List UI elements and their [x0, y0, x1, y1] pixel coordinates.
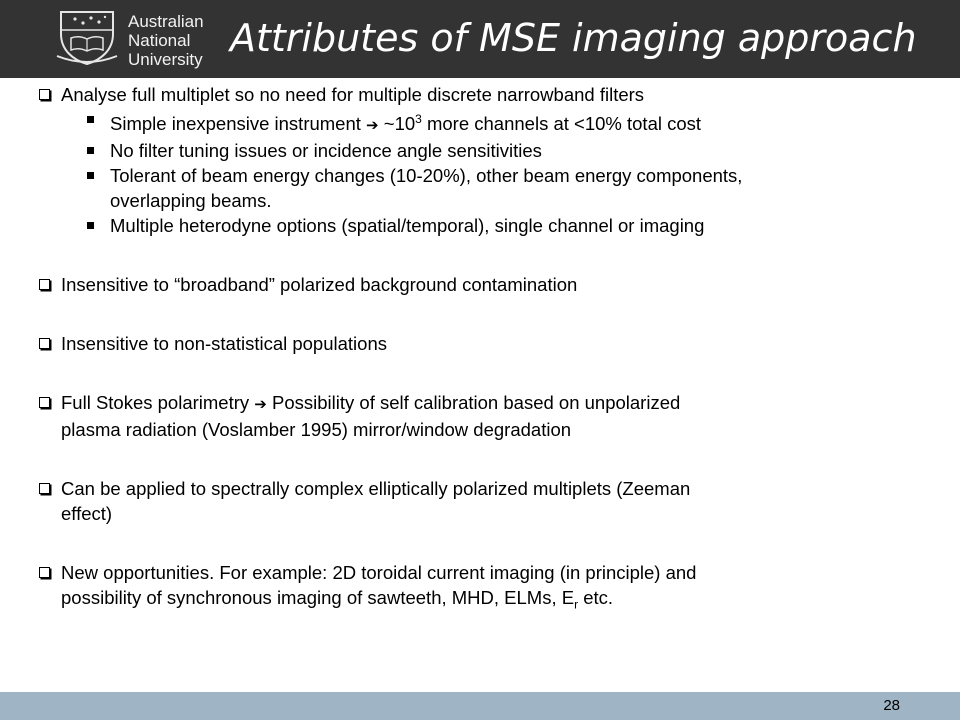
university-logo [55, 8, 215, 70]
bullet-3-text: Insensitive to non-statistical populations [61, 333, 387, 355]
sub-bullet-4-text: Multiple heterodyne options (spatial/temporal), single channel or imaging [110, 215, 705, 237]
bullet-2-text: Insensitive to “broadband” polarized background contamination [61, 274, 578, 296]
right-arrow-icon: ➔ [366, 116, 379, 135]
checkbox-bullet-icon [39, 89, 50, 100]
bullet-5 [0, 476, 960, 526]
bullet-6-line-1: New opportunities. For example: 2D toroidal current imaging (in principle) and [61, 562, 697, 584]
logo-line-1: Australian [128, 12, 204, 31]
university-name [128, 12, 204, 69]
sub-bullet-3-line-1: Tolerant of beam energy changes (10-20%), other beam energy components, [110, 165, 743, 187]
sub-bullet-1-exponent: 3 [415, 112, 422, 126]
bullet-1 [0, 82, 960, 107]
bullet-2 [0, 272, 960, 297]
sub-bullet-3-line-2: overlapping beams. [110, 190, 272, 212]
bullet-3 [0, 331, 960, 356]
bullet-4-line-1 [61, 390, 960, 417]
bullet-6 [0, 560, 960, 618]
page-number: 28 [883, 697, 900, 714]
slide-title: Attributes of MSE imaging approach [230, 16, 917, 60]
sub-bullet-4 [0, 213, 960, 238]
bullet-4 [0, 390, 960, 442]
checkbox-bullet-icon [39, 567, 50, 578]
square-bullet-icon [87, 222, 94, 229]
slide-body [0, 82, 960, 618]
sub-bullet-1-rest: more channels at <10% total cost [421, 113, 702, 135]
sub-bullet-1-text: Simple inexpensive instrument [110, 113, 361, 135]
sub-bullet-3 [0, 163, 960, 213]
checkbox-bullet-icon [39, 397, 50, 408]
square-bullet-icon [87, 172, 94, 179]
bullet-5-line-2: effect) [61, 503, 113, 525]
square-bullet-icon [87, 147, 94, 154]
bullet-6-subscript: r [574, 597, 579, 612]
logo-line-2: National [128, 31, 191, 50]
bullet-5-line-1: Can be applied to spectrally complex elliptically polarized multiplets (Zeeman [61, 478, 691, 500]
bullet-6-rest: etc. [578, 587, 614, 609]
crest-icon [55, 8, 119, 66]
bullet-4-rest: Possibility of self calibration based on unpolarized [266, 392, 681, 414]
right-arrow-icon: ➔ [254, 395, 267, 414]
sub-bullet-2-text: No filter tuning issues or incidence angle sensitivities [110, 140, 542, 162]
sub-bullet-1 [0, 107, 960, 138]
bullet-6-line-2 [61, 585, 960, 618]
footer-bar [0, 692, 960, 720]
sub-bullet-2 [0, 138, 960, 163]
checkbox-bullet-icon [39, 483, 50, 494]
bullet-4-line-2: plasma radiation (Voslamber 1995) mirror/window degradation [61, 419, 572, 441]
bullet-4-text: Full Stokes polarimetry [61, 392, 250, 414]
logo-line-3: University [128, 50, 203, 69]
checkbox-bullet-icon [39, 279, 50, 290]
sub-bullet-1-value: ~10 [378, 113, 416, 135]
checkbox-bullet-icon [39, 338, 50, 349]
bullet-6-text: possibility of synchronous imaging of sawteeth, MHD, ELMs, E [61, 587, 575, 609]
bullet-1-text: Analyse full multiplet so no need for multiple discrete narrowband filters [61, 84, 645, 105]
square-bullet-icon [87, 116, 94, 123]
title-bar [0, 0, 960, 78]
